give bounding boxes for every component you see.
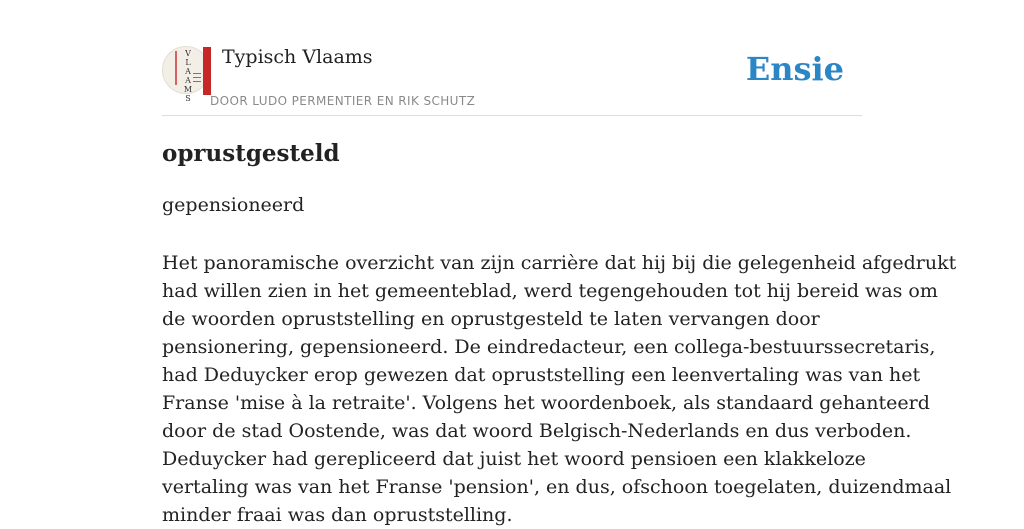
body-line: pensionering, gepensioneerd. De eindredacteur, een collega-bestuurssecretaris,	[162, 336, 936, 358]
entry-body	[162, 249, 957, 529]
entry-definition: gepensioneerd	[162, 194, 305, 216]
body-line: Het panoramische overzicht van zijn carrière dat hij bij die gelegenheid afgedrukt	[162, 252, 957, 274]
body-line: Deduycker had gerepliceerd dat juist het woord pensioen een klakkeloze	[162, 448, 866, 470]
ensie-logo[interactable]: Ensie	[745, 50, 844, 88]
page-container	[162, 0, 957, 526]
body-line: door de stad Oostende, was dat woord Belgisch-Nederlands en dus verboden.	[162, 420, 912, 442]
cover-stripe	[175, 51, 177, 85]
body-line: had Deduycker erop gewezen dat opruststelling een leenvertaling was van het	[162, 364, 921, 386]
header	[162, 0, 862, 116]
cover-lettering: V L A A M S	[183, 49, 193, 103]
body-line: Franse 'mise à la retraite'. Volgens het woordenboek, als standaard gehanteerd	[162, 392, 930, 414]
book-title-link[interactable]: Typisch Vlaams	[222, 46, 373, 68]
cover-spine	[203, 47, 211, 95]
book-cover-image[interactable]	[162, 46, 210, 103]
cover-lines	[193, 73, 201, 85]
book-authors: DOOR LUDO PERMENTIER EN RIK SCHUTZ	[210, 94, 476, 108]
entry-title: oprustgesteld	[162, 140, 340, 167]
body-line: de woorden opruststelling en oprustgesteld te laten vervangen door	[162, 308, 820, 330]
body-line: minder fraai was dan opruststelling.	[162, 504, 513, 526]
body-line: had willen zien in het gemeenteblad, werd tegengehouden tot hij bereid was om	[162, 280, 938, 302]
body-line: vertaling was van het Franse 'pension', en dus, ofschoon toegelaten, duizendmaal	[162, 476, 952, 498]
